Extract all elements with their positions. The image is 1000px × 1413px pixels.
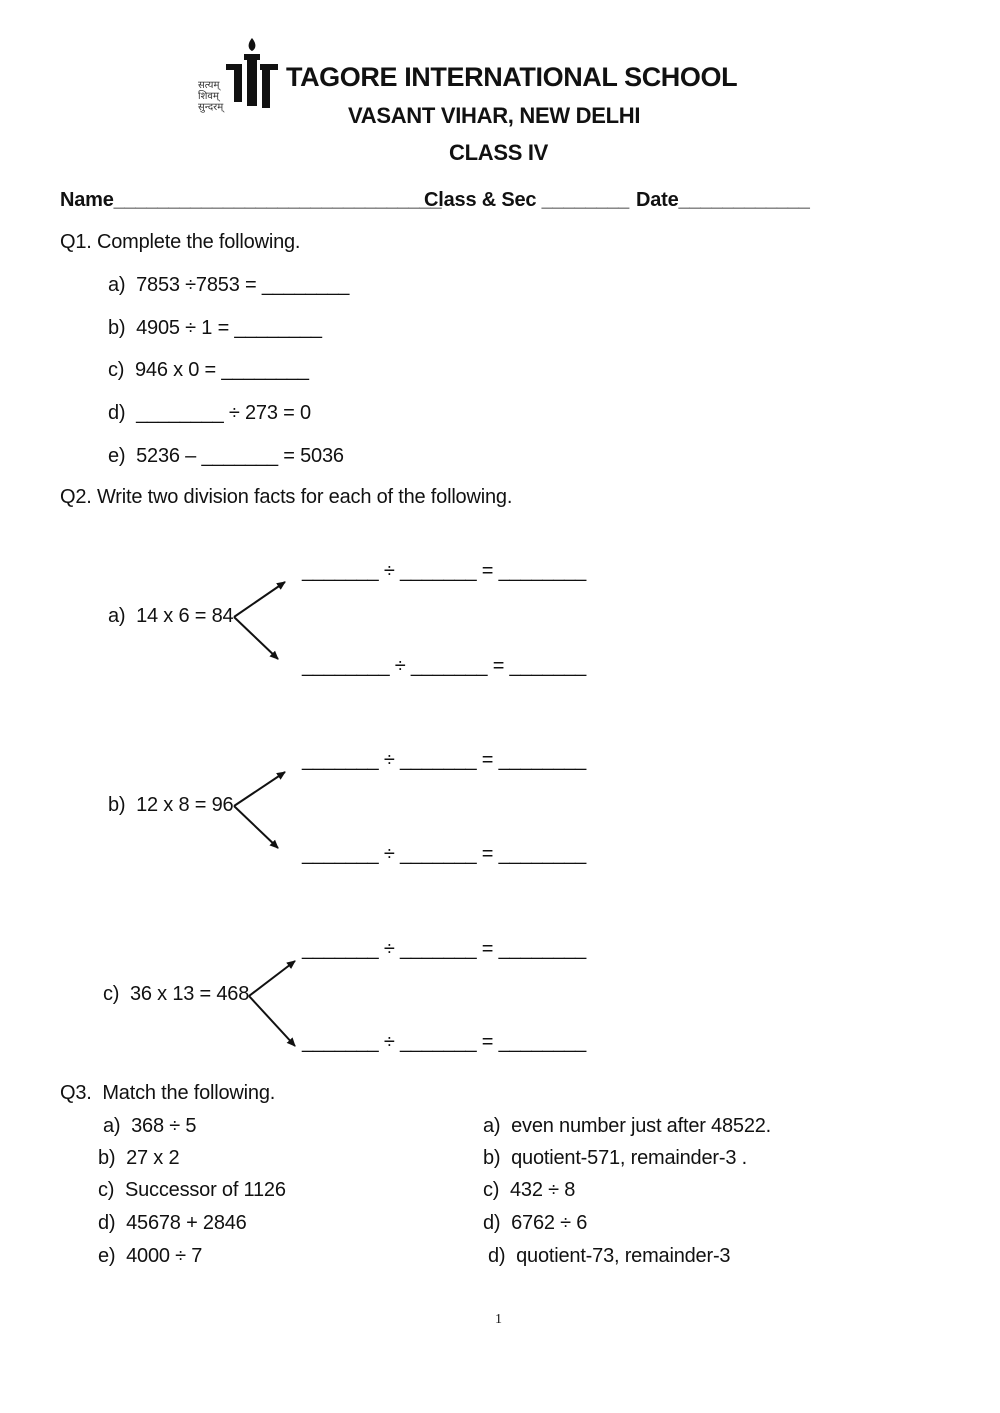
list-item[interactable]: e) 4000 ÷ 7: [98, 1245, 203, 1267]
list-item[interactable]: b) 27 x 2: [98, 1147, 180, 1169]
arrow-b-down: [234, 806, 278, 848]
list-item[interactable]: a) 368 ÷ 5: [103, 1115, 197, 1137]
list-item[interactable]: c) 432 ÷ 8: [483, 1179, 576, 1201]
q3-title: Q3. Match the following.: [60, 1082, 276, 1104]
q2b-line1[interactable]: _______ ÷ _______ = ________: [302, 749, 586, 771]
list-item[interactable]: a) even number just after 48522.: [483, 1115, 772, 1137]
list-item[interactable]: d) ________ ÷ 273 = 0: [108, 402, 311, 424]
page-number: 1: [495, 1312, 502, 1327]
arrow-b-up: [234, 772, 285, 806]
class-sec-field[interactable]: Class & Sec ________: [424, 189, 630, 211]
list-item[interactable]: b) 4905 ÷ 1 = ________: [108, 317, 322, 339]
arrow-c-down: [249, 996, 295, 1046]
q2b-line2[interactable]: _______ ÷ _______ = ________: [302, 843, 586, 865]
school-name: TAGORE INTERNATIONAL SCHOOL: [286, 62, 738, 92]
class-title: CLASS IV: [449, 140, 549, 165]
arrow-c-up: [249, 961, 295, 996]
list-item[interactable]: d) 45678 + 2846: [98, 1212, 247, 1234]
arrow-a-up: [234, 582, 285, 617]
q2a-line2[interactable]: ________ ÷ _______ = _______: [302, 655, 586, 677]
list-item[interactable]: b) quotient-571, remainder-3 .: [483, 1147, 747, 1169]
q2c-line2[interactable]: _______ ÷ _______ = ________: [302, 1031, 586, 1053]
list-item[interactable]: e) 5236 – _______ = 5036: [108, 445, 344, 467]
school-location: VASANT VIHAR, NEW DELHI: [348, 103, 641, 128]
q2c-line1[interactable]: _______ ÷ _______ = ________: [302, 938, 586, 960]
list-item[interactable]: c) Successor of 1126: [98, 1179, 286, 1201]
q2-title: Q2. Write two division facts for each of the following.: [60, 486, 513, 508]
list-item[interactable]: a) 7853 ÷7853 = ________: [108, 274, 350, 296]
q2a-fact: a) 14 x 6 = 84: [108, 605, 234, 627]
list-item[interactable]: d) 6762 ÷ 6: [483, 1212, 588, 1234]
date-field[interactable]: Date____________: [636, 189, 810, 211]
list-item[interactable]: d) quotient-73, remainder-3: [488, 1245, 731, 1267]
q1-title: Q1. Complete the following.: [60, 231, 301, 253]
school-motto: सत्यम् शिवम् सुन्दरम्: [198, 80, 224, 113]
q2c-fact: c) 36 x 13 = 468: [103, 983, 250, 1005]
arrow-a-down: [234, 617, 278, 659]
q2a-line1[interactable]: _______ ÷ _______ = ________: [302, 560, 586, 582]
q2b-fact: b) 12 x 8 = 96: [108, 794, 234, 816]
list-item[interactable]: c) 946 x 0 = ________: [108, 359, 309, 381]
name-field[interactable]: Name______________________________: [60, 189, 442, 211]
